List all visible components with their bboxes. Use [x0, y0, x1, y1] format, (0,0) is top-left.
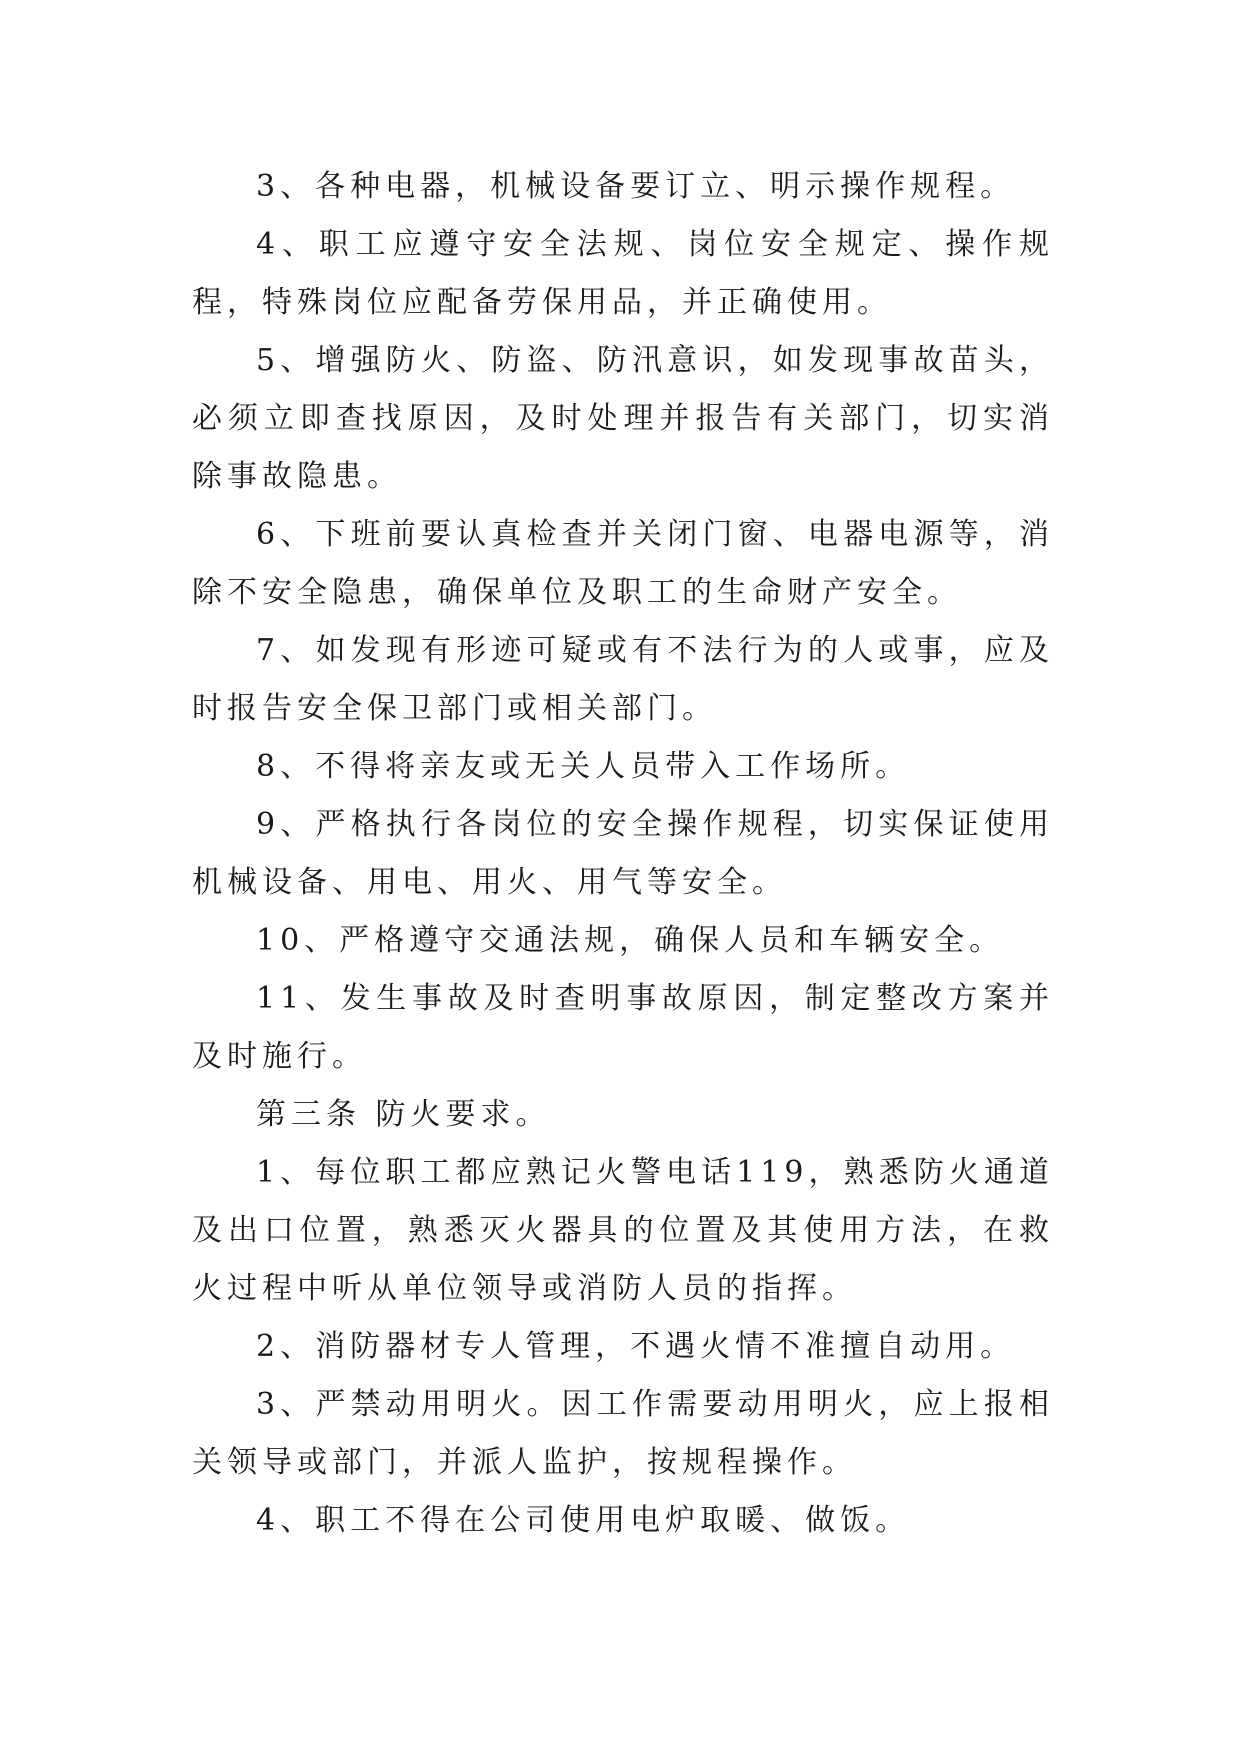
paragraph-item-9-operating-procedures: 9、严格执行各岗位的安全操作规程，切实保证使用机械设备、用电、用火、用气等安全。 [192, 807, 1054, 900]
paragraph-fire-item-3: 3、严禁动用明火。因工作需要动用明火，应上报相关领导或部门，并派人监护，按规程操作。 [192, 1387, 1054, 1480]
paragraph-fire-item-1: 1、每位职工都应熟记火警电话119，熟悉防火通道及出口位置，熟悉灭火器具的位置及其使用方法，在救火过程中听从单位领导或消防人员的指挥。 [192, 1155, 1054, 1306]
paragraph-item-5-prevention-awareness: 5、增强防火、防盗、防汛意识，如发现事故苗头，必须立即查找原因，及时处理并报告有关部门，切实消除事故隐患。 [192, 343, 1054, 494]
paragraph-item-3-electrical-procedures: 3、各种电器，机械设备要订立、明示操作规程。 [256, 169, 1016, 204]
paragraph-item-11-accident-handling: 11、发生事故及时查明事故原因，制定整改方案并及时施行。 [192, 981, 1054, 1074]
section-heading-article-3: 第三条 防火要求。 [256, 1097, 551, 1132]
paragraph-item-4-safety-regulations: 4、职工应遵守安全法规、岗位安全规定、操作规程，特殊岗位应配备劳保用品，并正确使用。 [192, 227, 1054, 320]
paragraph-fire-item-4: 4、职工不得在公司使用电炉取暖、做饭。 [256, 1503, 911, 1538]
paragraph-item-7-suspicious-activity: 7、如发现有形迹可疑或有不法行为的人或事，应及时报告安全保卫部门或相关部门。 [192, 633, 1054, 726]
document-body [192, 158, 1054, 1550]
paragraph-fire-item-2: 2、消防器材专人管理，不遇火情不准擅自动用。 [256, 1329, 1016, 1364]
paragraph-item-8-visitors: 8、不得将亲友或无关人员带入工作场所。 [256, 749, 911, 784]
paragraph-item-6-closing-checks: 6、下班前要认真检查并关闭门窗、电器电源等，消除不安全隐患，确保单位及职工的生命财产安全。 [192, 517, 1054, 610]
paragraph-item-10-traffic: 10、严格遵守交通法规，确保人员和车辆安全。 [256, 923, 1005, 958]
